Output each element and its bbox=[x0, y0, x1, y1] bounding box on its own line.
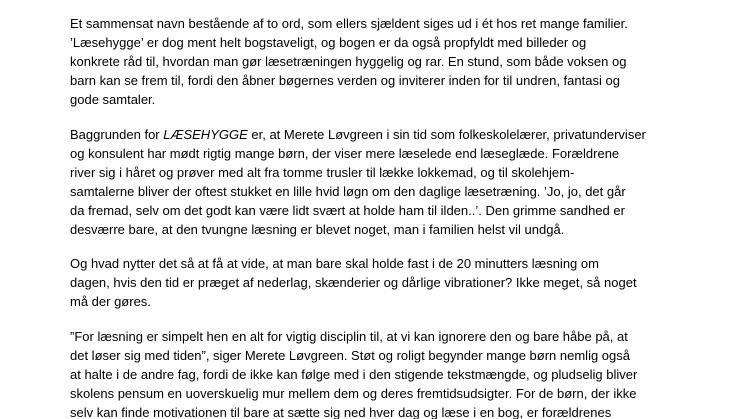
text-line: ’Læsehygge’ er dog ment helt bogstaveligt, og bogen er da også propfyldt med billeder og bbox=[70, 35, 587, 50]
text-line: ”For læsning er simpelt hen en alt for vigtig disciplin til, at vi kan ignorere den og bare håbe på, at bbox=[70, 329, 628, 344]
text-line: dagen, hvis den tid er præget af nederlag, skænderier og dårlige vibrationer? Ikke meget, så noget bbox=[70, 275, 637, 290]
text-run: Baggrunden for bbox=[70, 127, 164, 142]
text-line: desværre bare, at den tvungne læsning er blevet noget, man i familien helst vil undgå. bbox=[70, 222, 565, 237]
text-line: selv kan finde motivationen til bare at sætte sig ned hver dag og læse i en bog, er forældrenes bbox=[70, 405, 612, 419]
text-line: barn kan se frem til, fordi den åbner bøgernes verden og inviterer inden for til undren, fantasi og bbox=[70, 73, 620, 88]
text-line: samtalerne bliver der oftest stukket en lille hvid løgn om den daglige læsetræning. ’Jo, jo, det går bbox=[70, 184, 626, 199]
text-line: at halte i de andre fag, fordi de ikke kan følge med i den stigende tekstmængde, og pludselig bliver bbox=[70, 367, 638, 382]
paragraph-quote bbox=[70, 327, 690, 419]
text-line: skolens pensum en uoverskuelig mur mellem dem og deres fremtidsudsigter. For de børn, der ikke bbox=[70, 386, 637, 401]
text-line: Et sammensat navn bestående af to ord, som ellers sjældent siges ud i ét hos ret mange familier. bbox=[70, 16, 628, 31]
text-line bbox=[70, 125, 690, 144]
text-line: konkrete råd til, hvordan man gør læsetræningen hyggelig og rar. En stund, som både voksen og bbox=[70, 54, 627, 69]
text-line: gode samtaler. bbox=[70, 92, 156, 107]
paragraph-background bbox=[70, 125, 690, 239]
text-line: river sig i håret og prøver med alt fra tomme trusler til lække lokkemad, og til skolehjem- bbox=[70, 165, 575, 180]
text-line: da fremad, selv om det godt kan være lidt svært at holde ham til ilden..’. Den grimme sandhed er bbox=[70, 203, 625, 218]
text-run: er, at Merete Løvgreen i sin tid som folkeskolelærer, privatunderviser bbox=[247, 127, 646, 142]
text-line: og konsulent har mødt rigtig mange børn, der viser mere læselede end læseglæde. Forældrene bbox=[70, 146, 620, 161]
text-line: det løser sig med tiden”, siger Merete Løvgreen. Støt og roligt begynder mange børn nemlig også bbox=[70, 348, 630, 363]
paragraph-intro bbox=[70, 14, 690, 109]
text-line: Og hvad nytter det så at få at vide, at man bare skal holde fast i de 20 minutters læsning om bbox=[70, 256, 599, 271]
text-line: må der gøres. bbox=[70, 294, 151, 309]
paragraph-question bbox=[70, 254, 690, 311]
book-title-italic: LÆSEHYGGE bbox=[163, 127, 248, 142]
